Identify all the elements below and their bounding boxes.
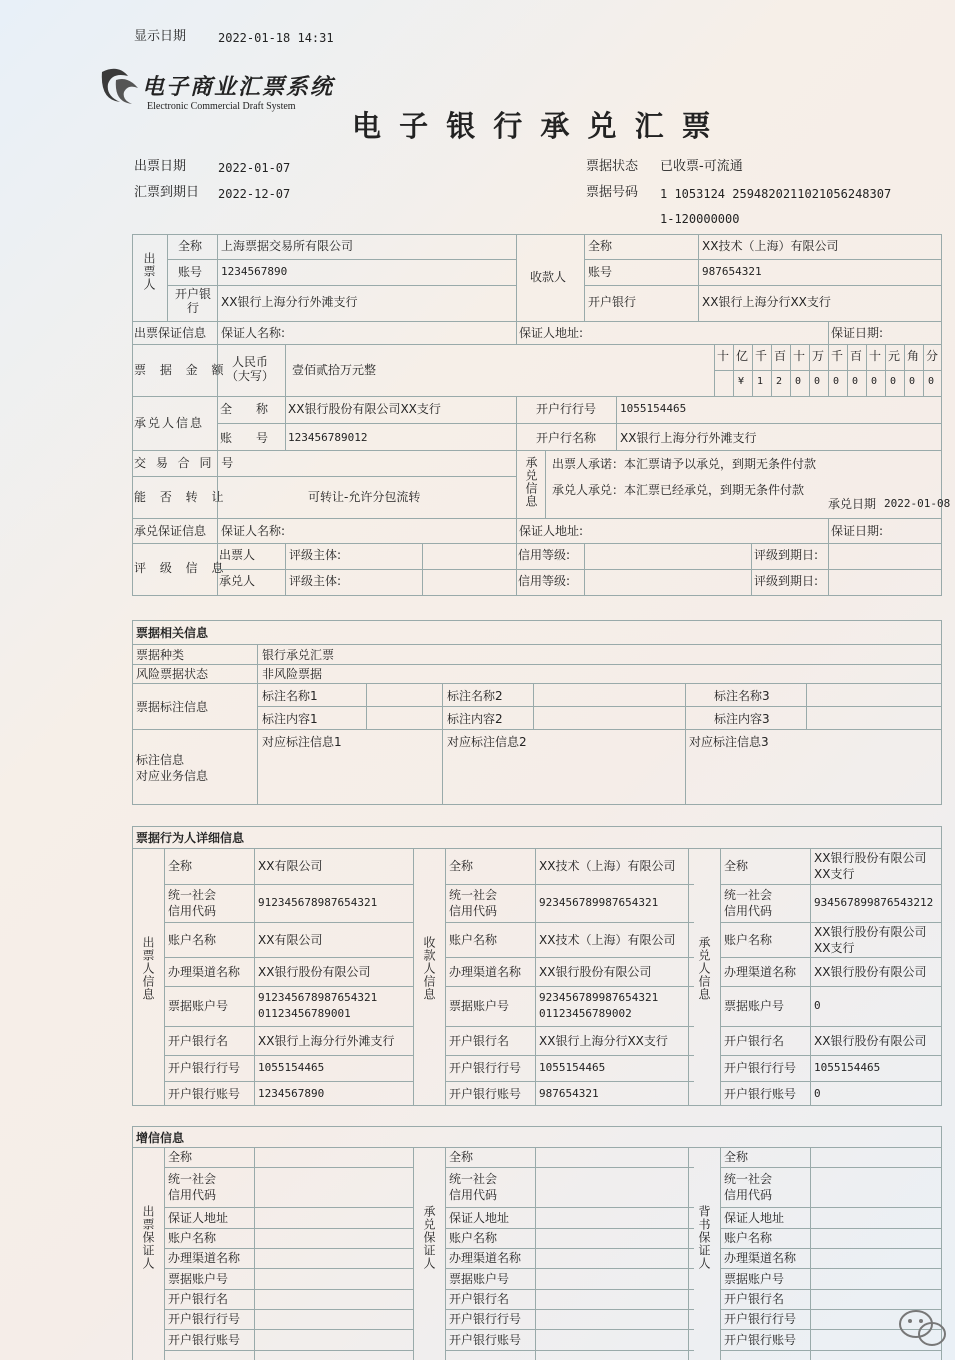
- biz-info-label-2: 对应业务信息: [136, 769, 209, 783]
- guarantor-field-label: 开户银行名: [724, 1292, 785, 1306]
- actor-field-label: 全称: [724, 859, 749, 873]
- drawer-name-label: 全称: [178, 239, 203, 253]
- display-date-value: 2022-01-18 14:31: [218, 31, 334, 45]
- actor-side-label: 出票人信息: [141, 936, 155, 1001]
- drawer-bank-label: 开户银行: [174, 287, 211, 315]
- biz-info-1: 对应标注信息1: [262, 735, 342, 749]
- guarantor-field-label: 统一社会: [724, 1172, 773, 1186]
- drawer-guarantor-name: 保证人名称:: [221, 326, 286, 340]
- actor-field-label: 账户名称: [168, 932, 217, 947]
- acceptor-bankno-label: 开户行行号: [536, 402, 597, 416]
- mark-info-label: 票据标注信息: [136, 700, 209, 714]
- actor-field-value: 1055154465: [539, 1061, 606, 1074]
- actor-field-label: 办理渠道名称: [449, 964, 522, 979]
- amount-unit: 百: [774, 349, 787, 363]
- amount-unit: 角: [907, 349, 920, 363]
- actor-field-label: 统一社会: [449, 888, 498, 902]
- actor-field-label: 信用代码: [168, 904, 217, 918]
- actor-field-value: 1055154465: [814, 1061, 881, 1074]
- guarantor-field-label: 全称: [449, 1150, 474, 1164]
- risk-status-label: 风险票据状态: [136, 667, 209, 681]
- guarantor-field-label: 全称: [724, 1150, 749, 1164]
- amount-unit: 十: [869, 349, 882, 363]
- rating-acceptor-label: 承兑人: [219, 574, 256, 588]
- amount-unit: 万: [812, 349, 825, 363]
- drawer-acct: 1234567890: [221, 265, 288, 278]
- actor-field-value: 01123456789002: [539, 1007, 632, 1020]
- rating-grade-2: 信用等级:: [518, 574, 571, 588]
- biz-info-label-1: 标注信息: [136, 753, 185, 767]
- drawer-guarantor-addr: 保证人地址:: [519, 326, 584, 340]
- drawer-name: 上海票据交易所有限公司: [221, 239, 354, 253]
- amount-digit: 1: [757, 376, 764, 387]
- display-date-label: 显示日期: [134, 29, 187, 44]
- amount-digit: 0: [890, 376, 897, 387]
- actor-field-label: 开户银行名: [168, 1033, 229, 1048]
- actor-field-value: 934567899876543212: [814, 896, 934, 909]
- issue-date-label: 出票日期: [134, 159, 187, 174]
- guarantor-field-label: 开户银行账号: [449, 1332, 522, 1347]
- guarantor-field-label: 票据账户号: [724, 1271, 785, 1286]
- actor-field-value: 912345678987654321: [258, 896, 378, 909]
- amount-unit: 元: [888, 349, 901, 363]
- acceptor-guarantor-name: 保证人名称:: [221, 524, 286, 538]
- actor-field-value: XX技术（上海）有限公司: [539, 859, 676, 873]
- actor-field-value: 0: [814, 1086, 821, 1100]
- amount-digit: 2: [776, 376, 783, 387]
- actor-field-label: 办理渠道名称: [168, 964, 241, 979]
- actor-field-value: XX支行: [814, 867, 855, 881]
- wechat-watermark-icon: [896, 1306, 950, 1350]
- guarantor-field-label: 统一社会: [449, 1172, 498, 1186]
- actor-field-label: 开户银行行号: [168, 1061, 241, 1075]
- drawer-guarantee-label: 出票保证信息: [134, 326, 207, 340]
- actor-field-label: 全称: [449, 859, 474, 873]
- mark-name-2: 标注名称2: [447, 689, 503, 703]
- payee-acct-label: 账号: [588, 265, 613, 279]
- actor-field-value: 0: [814, 999, 821, 1012]
- actor-field-value: 1234567890: [258, 1086, 325, 1100]
- actor-field-label: 统一社会: [724, 888, 773, 902]
- actor-side-label: 承兑人信息: [697, 936, 711, 1001]
- biz-info-3: 对应标注信息3: [689, 735, 769, 749]
- actor-field-label: 办理渠道名称: [724, 964, 797, 979]
- page-title: 电 子 银 行 承 兑 汇 票: [352, 109, 715, 143]
- guarantor-side-label: 出票保证人: [141, 1205, 155, 1270]
- actor-field-label: 票据账户号: [449, 999, 510, 1013]
- mark-content-1: 标注内容1: [262, 712, 318, 726]
- guarantor-side-label: 承兑保证人: [422, 1205, 436, 1270]
- guarantor-field-label: 开户银行行号: [168, 1312, 241, 1326]
- actor-field-label: 开户银行名: [724, 1033, 785, 1048]
- issue-date-value: 2022-01-07: [218, 161, 291, 175]
- actor-field-label: 账户名称: [449, 932, 498, 947]
- payee-name: XX技术（上海）有限公司: [702, 239, 839, 253]
- acceptor-guarantee-date: 保证日期:: [831, 524, 884, 538]
- guarantor-field-label: 账户名称: [724, 1231, 773, 1245]
- actor-field-value: 912345678987654321: [258, 991, 378, 1004]
- actor-field-value: XX有限公司: [258, 932, 323, 947]
- actor-field-value: 923456789987654321: [539, 896, 659, 909]
- guarantor-field-label: 账户名称: [449, 1231, 498, 1245]
- acceptor-name-label: 全 称: [220, 402, 269, 416]
- rating-subject-2: 评级主体:: [289, 574, 342, 588]
- amount-unit: 千: [755, 349, 768, 363]
- actor-field-label: 开户银行账号: [168, 1086, 241, 1101]
- mark-content-2: 标注内容2: [447, 712, 503, 726]
- transfer-label: 能 否 转 让: [134, 490, 229, 504]
- due-date-label: 汇票到期日: [134, 185, 200, 200]
- bill-no-value-2: 1-120000000: [660, 212, 740, 226]
- transfer-value: 可转让-允许分包流转: [308, 490, 421, 504]
- payee-side-label: 收款人: [530, 270, 567, 284]
- credit-title: 增信信息: [136, 1131, 185, 1145]
- acceptor-acct-label: 账 号: [220, 431, 269, 445]
- acceptor-bankno: 1055154465: [620, 402, 687, 415]
- actor-field-label: 票据账户号: [724, 999, 785, 1013]
- amount-words: 壹佰贰拾万元整: [292, 363, 377, 377]
- logo-en-text: Electronic Commercial Draft System: [147, 101, 296, 112]
- actor-details-title: 票据行为人详细信息: [136, 831, 245, 845]
- drawer-bank: XX银行上海分行外滩支行: [221, 295, 358, 309]
- amount-digit: 0: [909, 376, 916, 387]
- guarantor-field-label: 统一社会: [168, 1172, 217, 1186]
- acceptor-guarantee-label: 承兑保证信息: [134, 524, 207, 538]
- amount-digit: 0: [814, 376, 821, 387]
- bill-kind: 银行承兑汇票: [262, 648, 335, 662]
- payee-bank: XX银行上海分行XX支行: [702, 295, 831, 309]
- acceptor-name: XX银行股份有限公司XX支行: [288, 402, 441, 416]
- mark-name-1: 标注名称1: [262, 689, 318, 703]
- status-value: 已收票-可流通: [660, 159, 743, 174]
- acceptor-guarantor-addr: 保证人地址:: [519, 524, 584, 538]
- amount-digit: ¥: [738, 376, 745, 387]
- biz-info-2: 对应标注信息2: [447, 735, 527, 749]
- drawer-promise: 出票人承诺：本汇票请予以承兑，到期无条件付款: [552, 457, 817, 471]
- amount-unit: 十: [717, 349, 730, 363]
- guarantor-field-label: 开户银行名: [168, 1292, 229, 1306]
- drawer-side-label: 出票人: [142, 252, 156, 291]
- actor-field-label: 票据账户号: [168, 999, 229, 1013]
- actor-field-value: XX银行上海分行外滩支行: [258, 1033, 395, 1048]
- actor-field-value: XX银行股份有限公司: [539, 964, 652, 979]
- related-info-table: [132, 620, 942, 805]
- actor-field-value: XX支行: [814, 940, 855, 955]
- bill-kind-label: 票据种类: [136, 648, 185, 662]
- acceptance-date: 2022-01-08: [884, 497, 951, 510]
- guarantor-field-label: 信用代码: [724, 1188, 773, 1202]
- mark-content-3: 标注内容3: [714, 712, 770, 726]
- actor-field-value: 1055154465: [258, 1061, 325, 1074]
- drawer-guarantee-date: 保证日期:: [831, 326, 884, 340]
- logo-mark-icon: [98, 66, 144, 106]
- amount-unit: 十: [793, 349, 806, 363]
- guarantor-field-label: 账户名称: [168, 1231, 217, 1245]
- payee-name-label: 全称: [588, 239, 613, 253]
- amount-unit: 亿: [736, 349, 749, 363]
- actor-field-label: 开户银行名: [449, 1033, 510, 1048]
- guarantor-field-label: 保证人地址: [168, 1210, 229, 1225]
- guarantor-field-label: 办理渠道名称: [724, 1251, 797, 1265]
- guarantor-field-label: 保证人地址: [449, 1210, 510, 1225]
- rating-label: 评 级 信 息: [134, 561, 229, 575]
- actor-field-value: 01123456789001: [258, 1007, 351, 1020]
- amount-currency-sub: （大写）: [226, 369, 275, 383]
- actor-field-value: XX银行股份有限公司: [814, 924, 927, 939]
- guarantor-field-label: 开户银行账号: [724, 1332, 797, 1347]
- related-info-title: 票据相关信息: [136, 626, 209, 640]
- amount-digit: 0: [833, 376, 840, 387]
- actor-field-label: 开户银行账号: [724, 1086, 797, 1101]
- guarantor-field-label: 开户银行名: [449, 1292, 510, 1306]
- actor-field-value: 923456789987654321: [539, 991, 659, 1004]
- actor-field-value: XX银行上海分行XX支行: [539, 1033, 668, 1048]
- mark-name-3: 标注名称3: [714, 689, 770, 703]
- amount-unit: 分: [926, 349, 939, 363]
- acceptor-label: 承兑人信息: [134, 416, 205, 430]
- acceptor-acct: 123456789012: [288, 431, 368, 444]
- actor-field-value: XX银行股份有限公司: [814, 1033, 927, 1048]
- acceptance-date-label: 承兑日期: [828, 497, 877, 511]
- guarantor-field-label: 开户银行行号: [449, 1312, 522, 1326]
- amount-digit: 0: [928, 376, 935, 387]
- actor-field-label: 统一社会: [168, 888, 217, 902]
- actor-field-value: XX银行股份有限公司: [814, 964, 927, 979]
- amount-unit: 千: [831, 349, 844, 363]
- payee-acct: 987654321: [702, 265, 762, 278]
- rating-drawer-label: 出票人: [219, 548, 256, 562]
- guarantor-field-label: 保证人地址: [724, 1210, 785, 1225]
- guarantor-field-label: 开户银行账号: [168, 1332, 241, 1347]
- actor-field-label: 开户银行行号: [449, 1061, 522, 1075]
- due-date-value: 2022-12-07: [218, 187, 291, 201]
- actor-field-label: 信用代码: [449, 904, 498, 918]
- guarantor-field-label: 办理渠道名称: [168, 1251, 241, 1265]
- acceptor-bankname-label: 开户行名称: [536, 431, 597, 445]
- actor-field-label: 开户银行行号: [724, 1061, 797, 1075]
- guarantor-field-label: 票据账户号: [449, 1271, 510, 1286]
- rating-due-2: 评级到期日:: [754, 574, 819, 588]
- acceptance-info-label: 承兑信息: [524, 456, 538, 508]
- guarantor-field-label: 全称: [168, 1150, 193, 1164]
- amount-digit: 0: [795, 376, 802, 387]
- amount-digit: 0: [852, 376, 859, 387]
- bill-no-label: 票据号码: [586, 185, 639, 200]
- actor-field-value: XX技术（上海）有限公司: [539, 932, 676, 947]
- risk-status: 非风险票据: [262, 667, 323, 681]
- actor-field-label: 账户名称: [724, 932, 773, 947]
- acceptor-bankname: XX银行上海分行外滩支行: [620, 431, 757, 445]
- actor-field-label: 全称: [168, 859, 193, 873]
- actor-field-value: 987654321: [539, 1086, 599, 1100]
- guarantor-side-label: 背书保证人: [697, 1205, 711, 1270]
- actor-side-label: 收款人信息: [422, 936, 436, 1001]
- amount-label: 票 据 金 额: [134, 363, 229, 377]
- guarantor-field-label: 开户银行行号: [724, 1312, 797, 1326]
- actor-field-label: 开户银行账号: [449, 1086, 522, 1101]
- guarantor-field-label: 办理渠道名称: [449, 1251, 522, 1265]
- rating-grade-1: 信用等级:: [518, 548, 571, 562]
- payee-bank-label: 开户银行: [588, 295, 637, 309]
- amount-digit: 0: [871, 376, 878, 387]
- acceptor-promise: 承兑人承兑：本汇票已经承兑，到期无条件付款: [552, 483, 805, 497]
- actor-field-label: 信用代码: [724, 904, 773, 918]
- status-label: 票据状态: [586, 159, 639, 174]
- logo-cn-text: 电子商业汇票系统: [142, 74, 335, 100]
- amount-currency: 人民币: [232, 355, 269, 369]
- guarantor-field-label: 信用代码: [449, 1188, 498, 1202]
- bill-no-value-1: 1 1053124 2594820211021056248307: [660, 187, 892, 201]
- rating-subject-1: 评级主体:: [289, 548, 342, 562]
- guarantor-field-label: 票据账户号: [168, 1271, 229, 1286]
- guarantor-field-label: 信用代码: [168, 1188, 217, 1202]
- actor-field-value: XX银行股份有限公司: [258, 964, 371, 979]
- actor-field-value: XX银行股份有限公司: [814, 851, 927, 865]
- drawer-acct-label: 账号: [178, 265, 203, 279]
- contract-label: 交 易 合 同 号: [134, 456, 237, 470]
- rating-due-1: 评级到期日:: [754, 548, 819, 562]
- actor-field-value: XX有限公司: [258, 859, 323, 873]
- amount-unit: 百: [850, 349, 863, 363]
